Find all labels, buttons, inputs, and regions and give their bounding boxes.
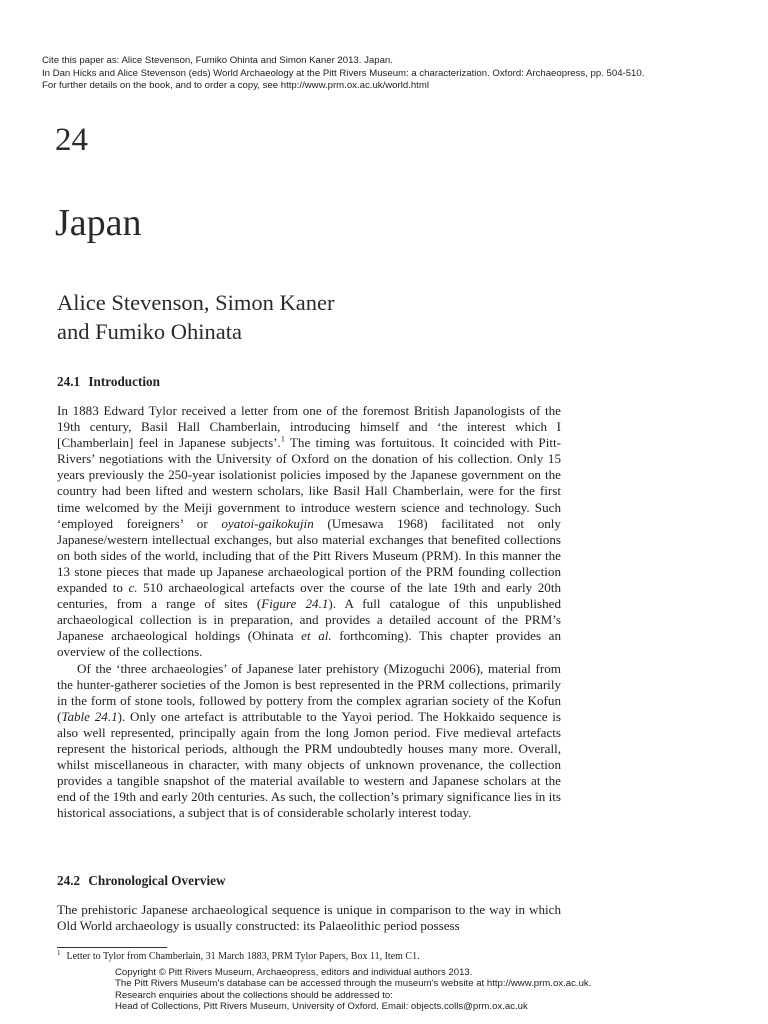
- citation-line: For further details on the book, and to order a copy, see http://www.prm.ox.ac.uk/world.html: [42, 80, 429, 91]
- copyright-block: [115, 967, 735, 1013]
- paragraph: In 1883 Edward Tylor received a letter from one of the foremost British Japanologists of the 19th century, Basil Hall Chamberlain, introducing himself and ‘the interest which I [Chamberlain] feel in Japanese subjects’.$^1$ The timing was fortuitous. It coincided with Pitt-Rivers’ negotiations with the University of Oxford on the donation of his collection. Only 15 years previously the 250-year isolationist policies imposed by the Japanese government on the country had been lifted and western scholars, like Basil Hall Chamberlain, were for the first time welcomed by the Meiji government to introduce western science and technology. Such ‘employed foreigners’ or oyatoi-gaikokujin (Umesawa 1968) facilitated not only Japanese/western intellectual exchanges, but also material exchanges that benefited collections on both sides of the world, including that of the Pitt Rivers Museum (PRM). In this manner the 13 stone pieces that made up Japanese archaeological portion of the PRM founding collection expanded to c. 510 archaeological artefacts over the course of the late 19th and early 20th centuries, from a range of sites (Figure 24.1). A full catalogue of this unpublished archaeological collection is in preparation, and provides a detailed account of the PRM’s Japanese archaeological holdings (Ohinata et al. forthcoming). This chapter provides an overview of the collections.: [57, 403, 562, 660]
- introduction-text: [57, 403, 561, 821]
- section-heading-introduction: [57, 374, 160, 390]
- footnote-text: Letter to Tylor from Chamberlain, 31 March 1883, PRM Tylor Papers, Box 11, Item C1.: [66, 951, 420, 962]
- authors-line: and Fumiko Ohinata: [57, 319, 242, 344]
- footnote: [57, 950, 577, 963]
- chapter-authors: [57, 288, 334, 346]
- section-title: Introduction: [88, 374, 160, 389]
- copyright-line: Research enquiries about the collections should be addressed to:: [115, 989, 393, 1001]
- section-heading-chronological-overview: [57, 873, 226, 889]
- copyright-line: Head of Collections, Pitt Rivers Museum, University of Oxford. Email: objects.colls@prm.ox.ac.uk: [115, 1001, 528, 1013]
- copyright-line: The Pitt Rivers Museum’s database can be accessed through the museum’s website at http://www.prm.ox.ac.uk.: [115, 978, 592, 990]
- footnote-marker: 1: [57, 948, 61, 957]
- footnote-divider: [57, 947, 167, 948]
- section-number: 24.1: [57, 374, 81, 389]
- paragraph: Of the ‘three archaeologies’ of Japanese later prehistory (Mizoguchi 2006), material from the hunter-gatherer societies of the Jomon is best represented in the PRM collections, primarily in the form of stone tools, followed by pottery from the complex agrarian society of the Kofun (Table 24.1). Only one artefact is attributable to the Yayoi period. The Hokkaido sequence is also well represented, principally again from the long Jomon period. Five medieval artefacts represent the historical periods, although the PRM undoubtedly houses many more. Overall, whilst miscellaneous in character, with many objects of unknown provenance, the collection provides a tangible snapshot of the material available to western and Japanese scholars at the end of the 19th and early 20th centuries. As such, the collection’s primary significance lies in its historical associations, a subject that is of considerable scholarly interest today.: [57, 660, 561, 821]
- chapter-title: Japan: [55, 202, 142, 244]
- citation-block: [42, 55, 742, 93]
- authors-line: Alice Stevenson, Simon Kaner: [57, 290, 335, 315]
- copyright-line: Copyright © Pitt Rivers Museum, Archaeopress, editors and individual authors 2013.: [115, 967, 473, 978]
- chronological-overview-text: [57, 902, 561, 934]
- figure-ref: Figure 24.1: [261, 596, 329, 612]
- citation-line: Cite this paper as: Alice Stevenson, Fumiko Ohinta and Simon Kaner 2013. Japan.: [42, 55, 393, 66]
- section-title: Chronological Overview: [88, 873, 226, 888]
- citation-line: In Dan Hicks and Alice Stevenson (eds) World Archaeology at the Pitt Rivers Museum: a characterization. Oxford: Archaeopress, pp. 504-510.: [42, 67, 645, 79]
- chapter-number: 24: [55, 122, 88, 158]
- table-ref: Table 24.1: [61, 708, 118, 724]
- paragraph: The prehistoric Japanese archaeological sequence is unique in comparison to the way in which Old World archaeology is usually constructed: its Palaeolithic period possess: [57, 902, 561, 934]
- section-number: 24.2: [57, 873, 81, 888]
- footnote-ref: 1: [280, 434, 285, 444]
